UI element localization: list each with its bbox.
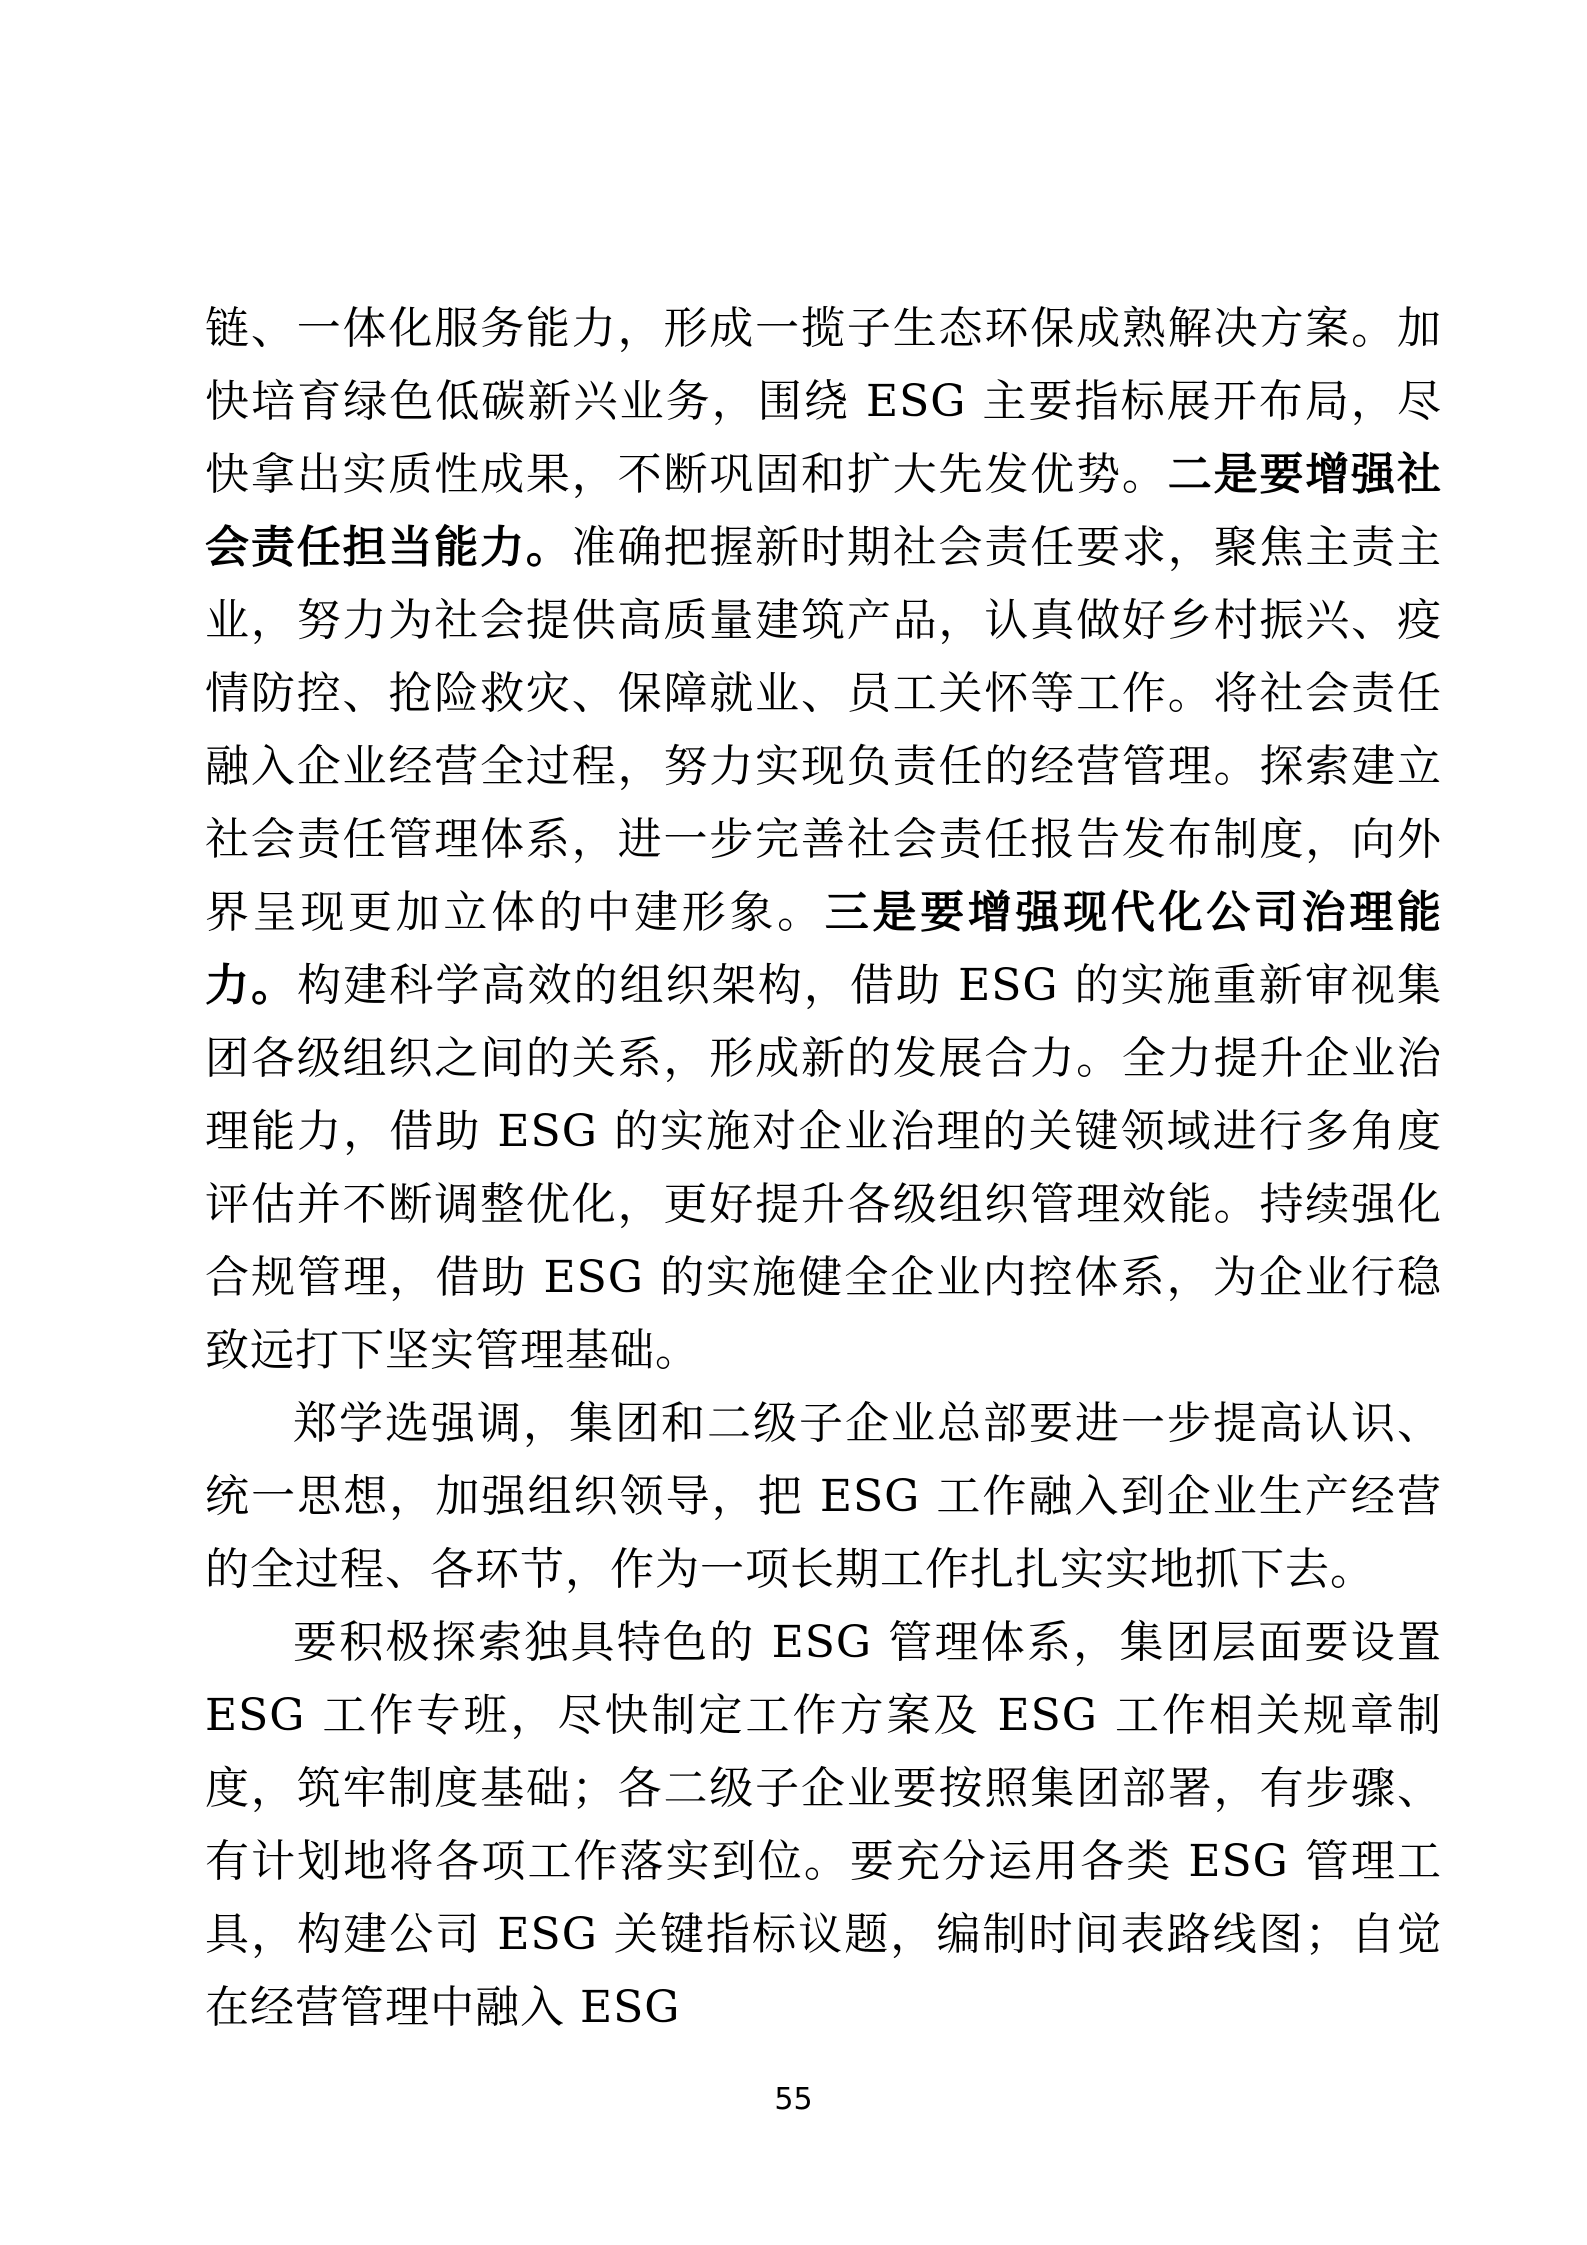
page-number: 55: [774, 2082, 813, 2117]
text-run: 要积极探索独具特色的 ESG 管理体系，集团层面要设置 ESG 工作专班，尽快制定工作方案及 ESG 工作相关规章制度，筑牢制度基础；各二级子企业要按照集团部署，有步骤、有计划地将各项工作落实到位。要充分运用各类 ESG 管理工具，构建公司 ESG 关键指标议题，编制时间表路线图；自觉在经营管理中融入 ESG: [205, 1617, 1442, 2033]
text-run: 准确把握新时期社会责任要求，聚焦主责主业，努力为社会提供高质量建筑产品，认真做好乡村振兴、疫情防控、抢险救灾、保障就业、员工关怀等工作。将社会责任融入企业经营全过程，努力实现负责任的经营管理。探索建立社会责任管理体系，进一步完善社会责任报告发布制度，向外界呈现更加立体的中建形象。: [205, 522, 1443, 938]
bold-text-run: 三是要增强现代化公司治理能力。: [205, 887, 1443, 1011]
paragraph: [205, 1387, 1442, 1606]
document-body: [205, 292, 1442, 2044]
paragraph: [205, 1606, 1442, 2044]
bold-text-run: 二是要增强社会责任担当能力。: [205, 449, 1443, 573]
text-run: 郑学选强调，集团和二级子企业总部要进一步提高认识、统一思想，加强组织领导，把 ESG 工作融入到企业生产经营的全过程、各环节，作为一项长期工作扎扎实实地抓下去。: [205, 1398, 1442, 1595]
text-run: 链、一体化服务能力，形成一揽子生态环保成熟解决方案。加快培育绿色低碳新兴业务，围绕 ESG 主要指标展开布局，尽快拿出实质性成果，不断巩固和扩大先发优势。: [205, 303, 1442, 500]
paragraph: [205, 292, 1442, 1387]
text-run: 构建科学高效的组织架构，借助 ESG 的实施重新审视集团各级组织之间的关系，形成新的发展合力。全力提升企业治理能力，借助 ESG 的实施对企业治理的关键领域进行多角度评估并不断调整优化，更好提升各级组织管理效能。持续强化合规管理，借助 ESG 的实施健全企业内控体系，为企业行稳致远打下坚实管理基础。: [205, 960, 1443, 1376]
